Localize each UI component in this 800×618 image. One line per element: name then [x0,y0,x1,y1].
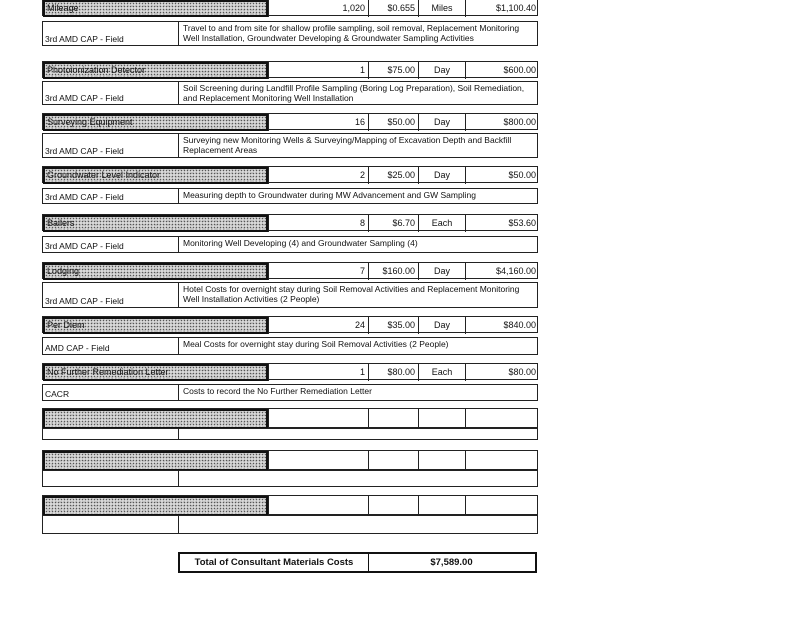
item-phase: 3rd AMD CAP - Field [43,189,179,203]
item-phase [43,516,179,533]
item-name: Per Diem [43,317,268,334]
item-name [43,409,268,429]
item-phase: 3rd AMD CAP - Field [43,22,179,45]
item-phase [43,471,179,486]
item-rate: $35.00 [368,317,418,334]
item-total: $4,160.00 [465,263,539,280]
item-total [465,409,539,429]
item-description [180,429,537,431]
item-description: Surveying new Monitoring Wells & Surveying/Mapping of Excavation Depth and Backfill Replacement Areas [183,135,512,155]
item-name: Groundwater Level Indicator [43,167,268,184]
item-description [180,516,537,518]
item-phase: 3rd AMD CAP - Field [43,237,179,252]
item-quantity: 8 [268,215,368,232]
item-total: $840.00 [465,317,539,334]
item-quantity: 24 [268,317,368,334]
item-quantity: 1 [268,62,368,79]
item-total: $50.00 [465,167,539,184]
item-quantity: 1 [268,364,368,381]
item-phase: 3rd AMD CAP - Field [43,134,179,157]
item-quantity [268,496,368,516]
total-label: Total of Consultant Materials Costs [180,554,369,571]
item-phase: AMD CAP - Field [43,338,179,354]
item-name: Photoionization Detector [43,62,268,79]
item-name: Surveying Equipment [43,114,268,131]
item-unit: Day [418,62,465,79]
item-unit: Each [418,215,465,232]
item-description [180,471,537,473]
item-rate [368,451,418,471]
item-total: $80.00 [465,364,539,381]
item-unit: Day [418,114,465,131]
item-quantity [268,409,368,429]
item-phase: 3rd AMD CAP - Field [43,283,179,307]
item-rate: $0.655 [368,0,418,17]
item-description: Costs to record the No Further Remediation Letter [183,386,372,396]
item-quantity: 7 [268,263,368,280]
item-rate: $75.00 [368,62,418,79]
item-name: Bailers [43,215,268,232]
item-rate: $6.70 [368,215,418,232]
total-value: $7,589.00 [430,557,473,568]
item-rate: $25.00 [368,167,418,184]
item-unit: Day [418,317,465,334]
item-rate: $80.00 [368,364,418,381]
item-unit: Each [418,364,465,381]
item-rate [368,409,418,429]
item-unit [418,451,465,471]
item-phase: CACR [43,385,179,400]
item-total: $800.00 [465,114,539,131]
item-description: Monitoring Well Developing (4) and Groundwater Sampling (4) [183,238,418,248]
item-name [43,496,268,516]
item-rate: $50.00 [368,114,418,131]
item-total: $600.00 [465,62,539,79]
item-phase [43,429,179,439]
item-quantity [268,451,368,471]
item-total: $1,100.40 [465,0,539,17]
item-phase: 3rd AMD CAP - Field [43,82,179,104]
item-name: Mileage [43,0,268,17]
item-description: Travel to and from site for shallow profile sampling, soil removal, Replacement Monitoring Well Installation, Groundwater Developing & Groundwater Sampling Activities [183,23,520,43]
item-description: Measuring depth to Groundwater during MW Advancement and GW Sampling [183,190,476,200]
item-quantity: 16 [268,114,368,131]
item-rate [368,496,418,516]
item-name: No Further Remediation Letter [43,364,268,381]
item-description: Meal Costs for overnight stay during Soil Removal Activities (2 People) [183,339,449,349]
item-name: Lodging [43,263,268,280]
item-rate: $160.00 [368,263,418,280]
total-summary [178,552,537,573]
item-total: $53.60 [465,215,539,232]
item-unit: Day [418,263,465,280]
item-name [43,451,268,471]
item-description: Soil Screening during Landfill Profile Sampling (Boring Log Preparation), Soil Remediation, and Replacement Monitoring Well Installation [183,83,525,103]
item-unit: Miles [418,0,465,17]
item-description: Hotel Costs for overnight stay during Soil Removal Activities and Replacement Monitoring Well Installation Activities (2 People) [183,284,520,304]
item-quantity: 2 [268,167,368,184]
item-total [465,496,539,516]
item-unit: Day [418,167,465,184]
item-unit [418,409,465,429]
item-unit [418,496,465,516]
item-quantity: 1,020 [268,0,368,17]
item-total [465,451,539,471]
